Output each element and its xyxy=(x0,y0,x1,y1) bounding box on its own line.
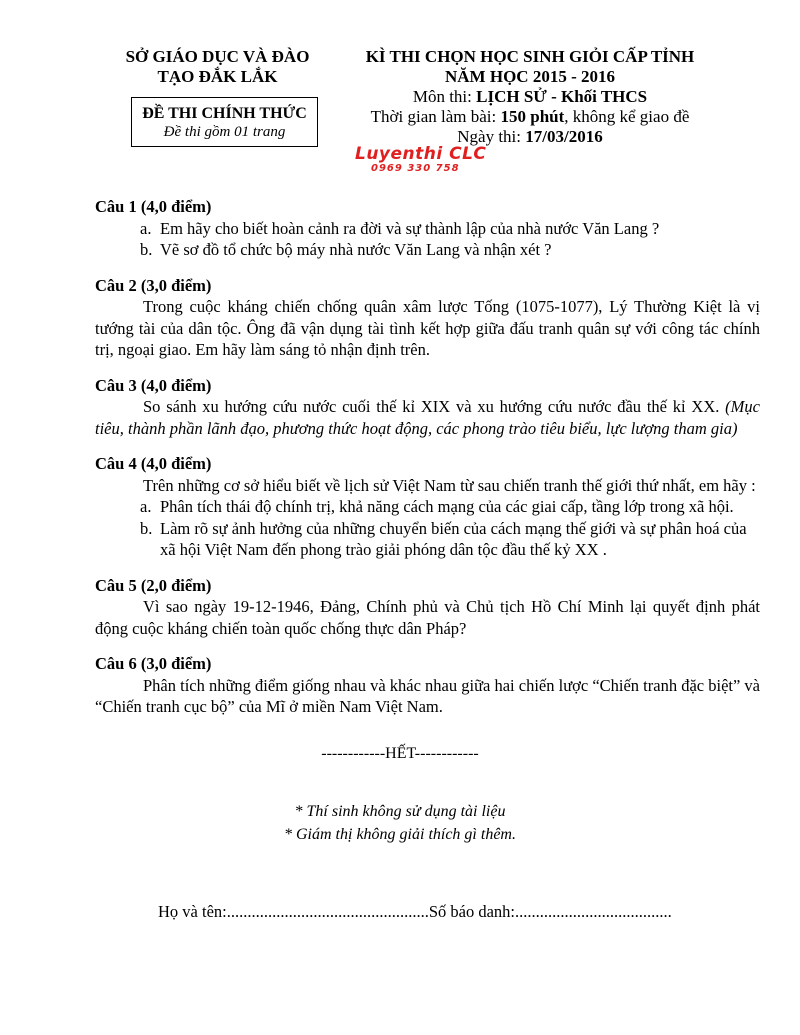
question-item xyxy=(95,496,760,518)
subject-label: Môn thi: xyxy=(412,87,477,106)
end-marker: ------------HẾT------------ xyxy=(321,745,479,762)
official-exam-pages: Đề thi gồm 01 trang xyxy=(163,124,286,140)
item-text: Phân tích thái độ chính trị, khả năng cách mạng của các giai cấp, tầng lớp trong xã hội. xyxy=(160,497,734,516)
question-5 xyxy=(95,575,760,640)
item-text: Em hãy cho biết hoàn cảnh ra đời và sự thành lập của nhà nước Văn Lang ? xyxy=(160,218,660,238)
subject-line xyxy=(350,87,710,107)
question-title: Câu 4 (4,0 điểm) xyxy=(95,454,212,473)
time-line xyxy=(350,107,710,127)
question-3 xyxy=(95,375,760,440)
watermark-phone: 0969 330 758 xyxy=(371,163,460,174)
question-item xyxy=(95,218,760,240)
question-text: Trên những cơ sở hiểu biết về lịch sử Việt Nam từ sau chiến tranh thế giới thứ nhất, em hãy : xyxy=(143,475,756,495)
question-title: Câu 1 (4,0 điểm) xyxy=(95,197,212,216)
note-no-explanation: * Giám thị không giải thích gì thêm. xyxy=(284,826,516,843)
question-title: Câu 6 (3,0 điểm) xyxy=(95,654,212,673)
question-item xyxy=(95,239,760,261)
official-exam-box xyxy=(131,97,318,147)
item-label: a. xyxy=(140,497,152,516)
question-title: Câu 3 (4,0 điểm) xyxy=(95,375,212,395)
item-label: a. xyxy=(140,218,152,238)
question-2 xyxy=(95,275,760,361)
question-text: Vì sao ngày 19-12-1946, Đảng, Chính phủ và Chủ tịch Hồ Chí Minh lại quyết định phát động cuộc kháng chiến toàn quốc chống thực dân Pháp? xyxy=(95,597,760,638)
item-label: b. xyxy=(140,518,153,538)
exam-duration: 150 phút xyxy=(500,107,565,126)
question-title: Câu 5 (2,0 điểm) xyxy=(95,575,212,595)
department-line-2: TẠO ĐẮK LẮK xyxy=(157,67,278,86)
watermark xyxy=(355,145,486,174)
question-text: Phân tích những điểm giống nhau và khác nhau giữa hai chiến lược “Chiến tranh đặc biệt” và “Chiến tranh cục bộ” của Mĩ ở miền Nam Việt Nam. xyxy=(95,675,760,716)
exam-name: KÌ THI CHỌN HỌC SINH GIỎI CẤP TỈNH xyxy=(365,47,695,66)
question-1 xyxy=(95,196,760,261)
item-text: Vẽ sơ đồ tổ chức bộ máy nhà nước Văn Lang và nhận xét ? xyxy=(160,240,552,259)
question-text xyxy=(95,396,760,439)
exam-date: 17/03/2016 xyxy=(525,127,603,146)
date-label: Ngày thi: xyxy=(457,127,526,146)
time-label: Thời gian làm bài: xyxy=(370,107,501,126)
question-item xyxy=(95,518,760,561)
header-right xyxy=(350,47,710,147)
question-text: Trong cuộc kháng chiến chống quân xâm lược Tống (1075-1077), Lý Thường Kiệt là vị tướng tài của dân tộc. Ông đã vận dụng tài tình kết hợp giữa đấu tranh quân sự với công tác chính trị, ngoại giao. Em hãy làm sáng tỏ nhận định trên. xyxy=(95,297,760,359)
question-hint: (Mục tiêu, thành phần lãnh đạo, phương thức hoạt động, các phong trào tiêu biểu, lực lượng tham gia) xyxy=(95,397,760,438)
question-4 xyxy=(95,453,760,561)
question-title: Câu 2 (3,0 điểm) xyxy=(95,275,212,295)
header-left xyxy=(100,47,335,87)
notes xyxy=(0,800,800,846)
time-note: , không kể giao đề xyxy=(564,107,690,126)
item-text: Làm rõ sự ảnh hưởng của những chuyển biến của cách mạng thế giới và sự phân hoá của xã hội Việt Nam đến phong trào giải phóng dân tộc đầu thế kỷ XX . xyxy=(160,518,747,559)
watermark-text: Luyenthi CLC xyxy=(355,144,487,164)
question-body: So sánh xu hướng cứu nước cuối thế kỉ XIX và xu hướng cứu nước đầu thế kỉ XX. xyxy=(143,397,726,416)
item-label: b. xyxy=(140,240,153,259)
note-no-materials: * Thí sinh không sử dụng tài liệu xyxy=(294,803,506,820)
candidate-info-line: Họ và tên:.................................................Số báo danh:...................................... xyxy=(158,902,672,921)
official-exam-title: ĐỀ THI CHÍNH THỨC xyxy=(142,105,307,122)
subject: LỊCH SỬ - Khối THCS xyxy=(476,87,648,106)
questions xyxy=(95,196,760,732)
question-6 xyxy=(95,653,760,718)
school-year: NĂM HỌC 2015 - 2016 xyxy=(445,67,615,86)
department-line-1: SỞ GIÁO DỤC VÀ ĐÀO xyxy=(125,47,310,66)
